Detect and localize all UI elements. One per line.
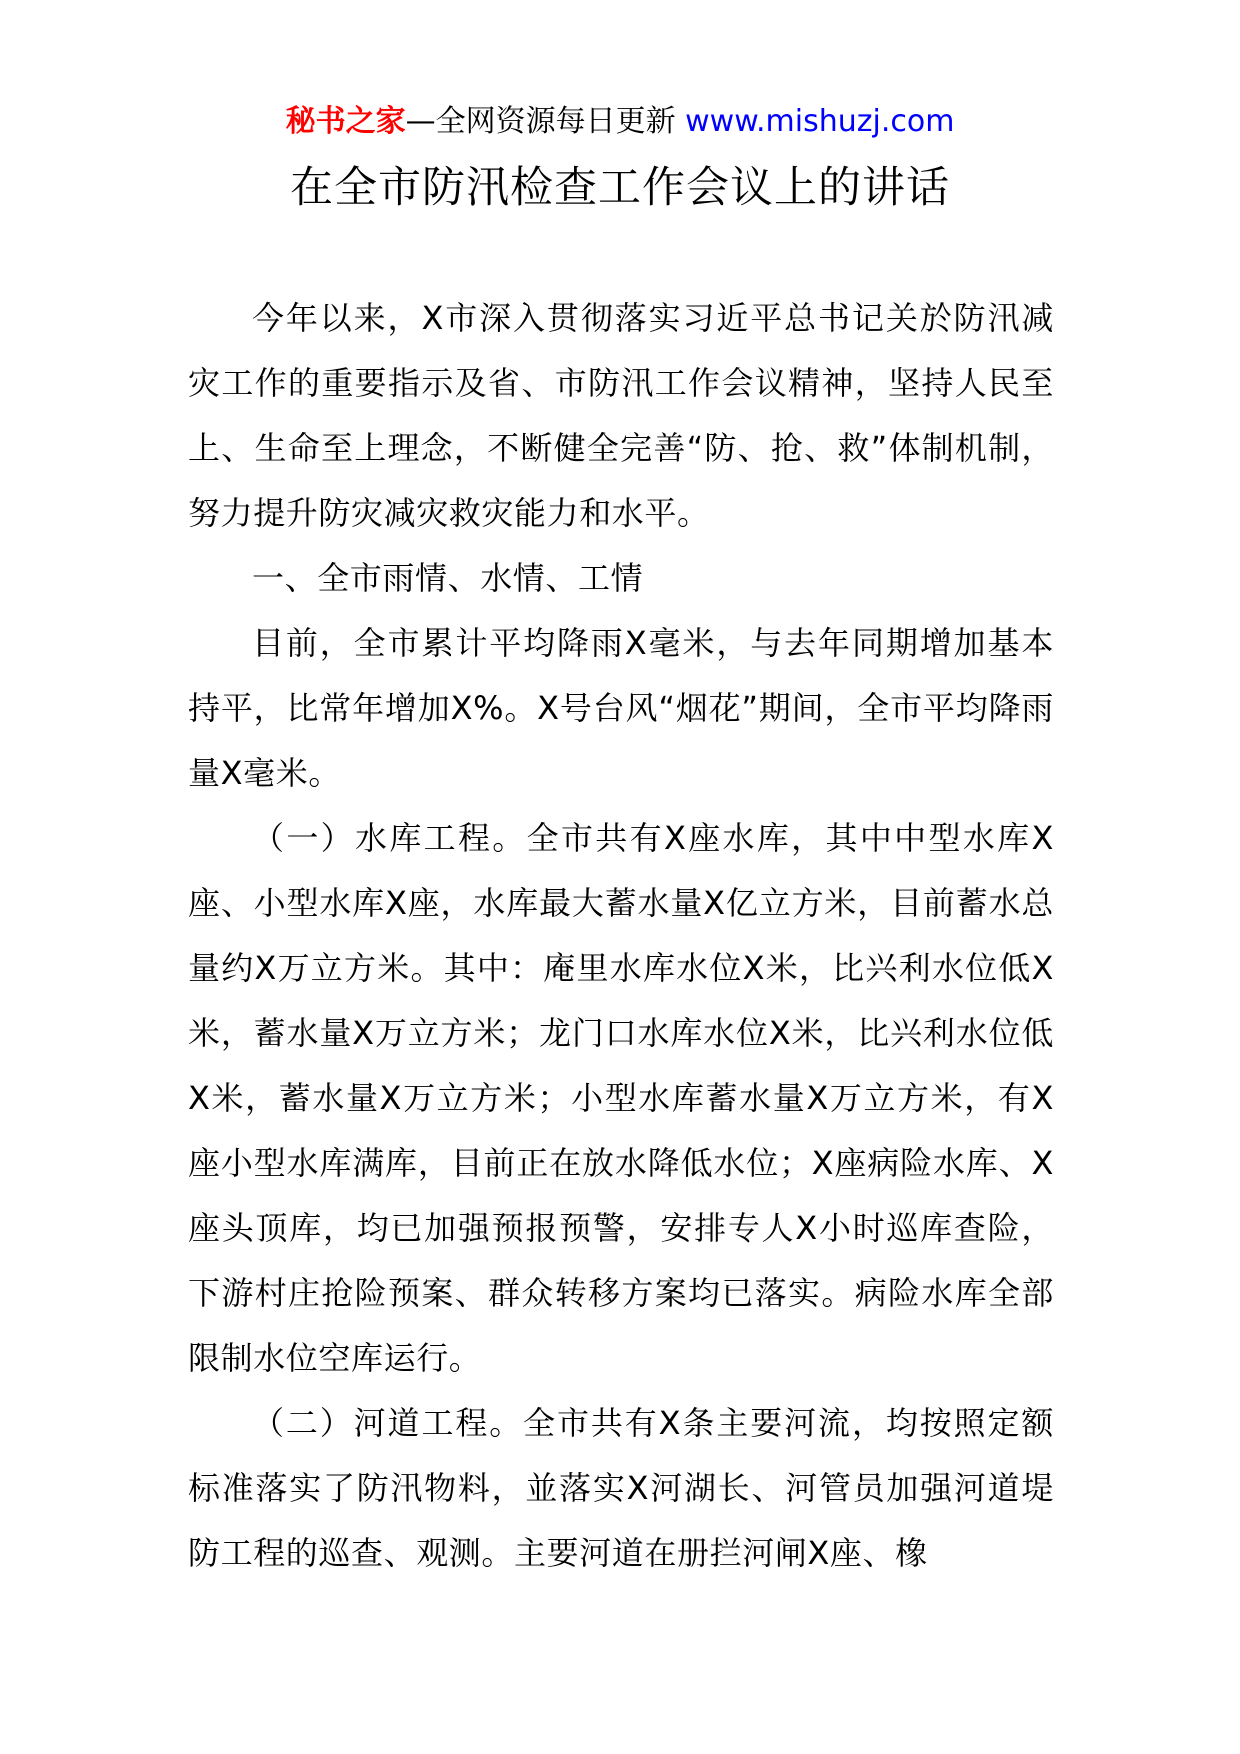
paragraph-river: （二）河道工程。全市共有X条主要河流，均按照定额标准落实了防汛物料，並落实X河湖长、河管员加强河道堤防工程的巡查、观测。主要河道在册拦河闸X座、橡 (188, 1404, 1054, 1572)
document-body (188, 286, 1054, 1586)
site-banner (0, 100, 1240, 144)
brand-name: 秘书之家 (285, 104, 406, 139)
banner-tagline: —全网资源每日更新 (405, 104, 686, 139)
site-url[interactable]: www.mishuzj.com (685, 104, 955, 139)
paragraph-intro: 今年以来，X市深入贯彻落实习近平总书记关於防汛减灾工作的重要指示及省、市防汛工作会议精神，坚持人民至上、生命至上理念，不断健全完善“防、抢、救”体制机制，努力提升防灾减灾救灾能力和水平。 (188, 299, 1054, 532)
paragraph-rainfall: 目前，全市累计平均降雨X毫米，与去年同期增加基本持平，比常年增加X%。X号台风“烟花”期间，全市平均降雨量X毫米。 (188, 624, 1054, 792)
document-title: 在全市防汛检查工作会议上的讲话 (290, 163, 950, 213)
section-heading-1: 一、全市雨情、水情、工情 (252, 559, 644, 597)
paragraph-reservoir: （一）水库工程。全市共有X座水库，其中中型水库X座、小型水库X座，水库最大蓄水量X亿立方米，目前蓄水总量约X万立方米。其中：庵里水库水位X米，比兴利水位低X米，蓄水量X万立方米；龙门口水库水位X米，比兴利水位低X米，蓄水量X万立方米；小型水库蓄水量X万立方米，有X座小型水库满库，目前正在放水降低水位；X座病险水库、X座头顶库，均已加强预报预警，安排专人X小时巡库查险，下游村庄抢险预案、群众转移方案均已落实。病险水库全部限制水位空库运行。 (188, 819, 1054, 1377)
